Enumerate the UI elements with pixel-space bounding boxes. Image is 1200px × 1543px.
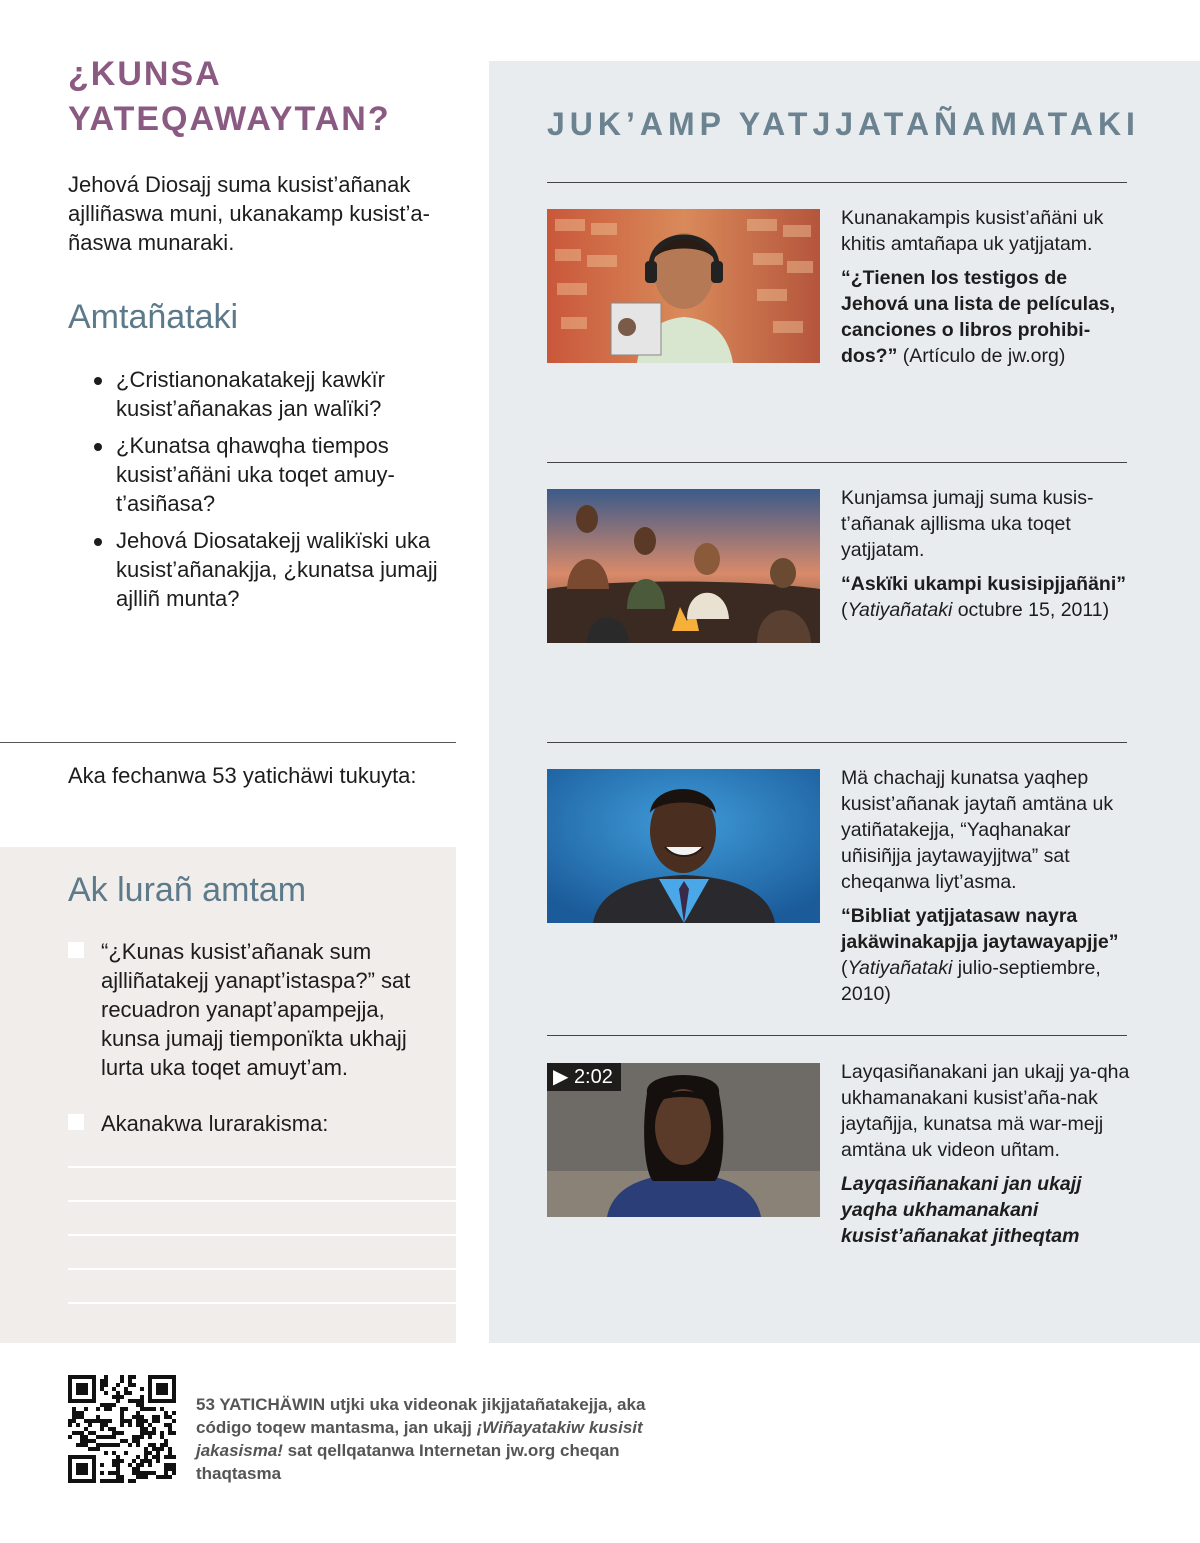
resource-text xyxy=(841,205,1131,369)
footer-book-title: ¡Wiñayatakiw kusisit jakasisma! xyxy=(196,1418,643,1460)
divider xyxy=(547,462,1127,463)
tasks-heading: Ak lurañ amtam xyxy=(68,871,307,909)
task-item xyxy=(68,1109,438,1138)
resource-intro: Kunjamsa jumajj suma kusis-t’añanak ajllisma uka toqet yatjjatam. xyxy=(841,487,1094,561)
question-item: ¿Kunatsa qhawqha tiempos kusist’añäni uka toqet amuy-t’asiñasa? xyxy=(92,431,452,518)
checkbox[interactable] xyxy=(68,1114,84,1130)
resource-reference[interactable] xyxy=(841,571,1131,623)
video-duration-badge: ▶ 2:02 xyxy=(547,1063,621,1091)
questions-list xyxy=(92,365,452,621)
writing-line xyxy=(68,1268,456,1270)
resource-intro: Layqasiñanakani jan ukajj ya-qha ukhamanakani kusist’aña-nak jaytañjja, kunatsa mä war-mejj amtäna uk videon uñtam. xyxy=(841,1061,1130,1161)
footer-text xyxy=(196,1393,666,1485)
resource-source-magazine: Yatiyañataki xyxy=(847,957,953,979)
resource-intro: Mä chachajj kunatsa yaqhep kusist’añanak jaytañ amtäna uk yatiñatakejja, “Yaqhanakar uñisiñjja jaytawayjjtwa” sat cheqanwa liyt’asma. xyxy=(841,767,1114,893)
task-text: Akanakwa lurarakisma: xyxy=(101,1111,329,1136)
resource-image-man-portrait[interactable] xyxy=(547,769,820,923)
resource-video-thumbnail[interactable] xyxy=(547,1063,820,1217)
task-panel xyxy=(0,847,456,1343)
resource-reference[interactable] xyxy=(841,903,1131,1007)
resource-text xyxy=(841,1059,1131,1249)
resource-title[interactable]: “Bibliat yatjjatasaw nayra jakäwinakapjja jaytawayapjje” xyxy=(841,905,1119,953)
review-text: Jehová Diosajj suma kusist’añanak ajlliñaswa muni, ukanakamp kusist’a-ñaswa munaraki. xyxy=(68,172,430,255)
resource-image-campfire[interactable] xyxy=(547,489,820,643)
divider xyxy=(547,1035,1127,1036)
task-text: “¿Kunas kusist’añanak sum ajlliñatakejj yanapt’istaspa?” sat recuadron yanapt’apampejja, kunsa jumajj tiemponïkta ukhajj lurta uka toqet amuyt’am. xyxy=(101,939,411,1080)
resource-intro: Kunanakampis kusist’añäni uk khitis amtañapa uk yatjjatam. xyxy=(841,207,1104,255)
writing-line xyxy=(68,1302,456,1304)
explore-title: JUK’AMP YATJJATAÑAMATAKI xyxy=(547,106,1140,142)
footer-text-plain: 53 YATICHÄWIN utjki uka videonak jikjjatañatakejja, aka código toqew mantasma, jan ukajj xyxy=(196,1395,646,1437)
resource-source: ( xyxy=(841,957,848,979)
resource-image-headphones[interactable] xyxy=(547,209,820,363)
resource-source-date: julio-septiembre, 2010) xyxy=(841,957,1101,1005)
task-item xyxy=(68,937,438,1082)
writing-line xyxy=(68,1166,456,1168)
resource-reference[interactable] xyxy=(841,1171,1131,1249)
resource-text xyxy=(841,485,1131,623)
resource-title[interactable]: “Askïki ukampi kusisipjjañäni” xyxy=(841,573,1127,595)
qr-code-icon[interactable] xyxy=(68,1375,176,1483)
divider xyxy=(0,742,456,743)
date-line: Aka fechanwa 53 yatichäwi tukuyta: xyxy=(68,763,417,788)
footer-text-end: sat qellqatanwa Internetan jw.org cheqan thaqtasma xyxy=(196,1441,620,1483)
question-item: ¿Cristianonakatakejj kawkïr kusist’añanakas jan walïki? xyxy=(92,365,452,423)
checkbox[interactable] xyxy=(68,942,84,958)
divider xyxy=(547,742,1127,743)
divider xyxy=(547,182,1127,183)
resource-title[interactable]: Layqasiñanakani jan ukajj yaqha ukhamanakani kusist’añanakat jitheqtam xyxy=(841,1173,1082,1247)
resource-text xyxy=(841,765,1131,1007)
review-title: ¿KUNSA YATEQAWAYTAN? xyxy=(68,55,391,138)
question-item: Jehová Diosatakejj walikïski uka kusist’añanakjja, ¿kunatsa jumajj ajlliñ munta? xyxy=(92,526,452,613)
writing-line xyxy=(68,1234,456,1236)
writing-line xyxy=(68,1200,456,1202)
resource-source: ( xyxy=(841,599,848,621)
resource-reference[interactable] xyxy=(841,265,1131,369)
questions-heading: Amtañataki xyxy=(68,298,239,336)
resource-source: (Artículo de jw.org) xyxy=(897,345,1066,367)
resource-title[interactable]: “¿Tienen los testigos de Jehová una lista de películas, canciones o libros prohibi-dos?” xyxy=(841,267,1116,367)
resource-source-magazine: Yatiyañataki xyxy=(847,599,953,621)
resource-source-date: octubre 15, 2011) xyxy=(952,599,1110,621)
